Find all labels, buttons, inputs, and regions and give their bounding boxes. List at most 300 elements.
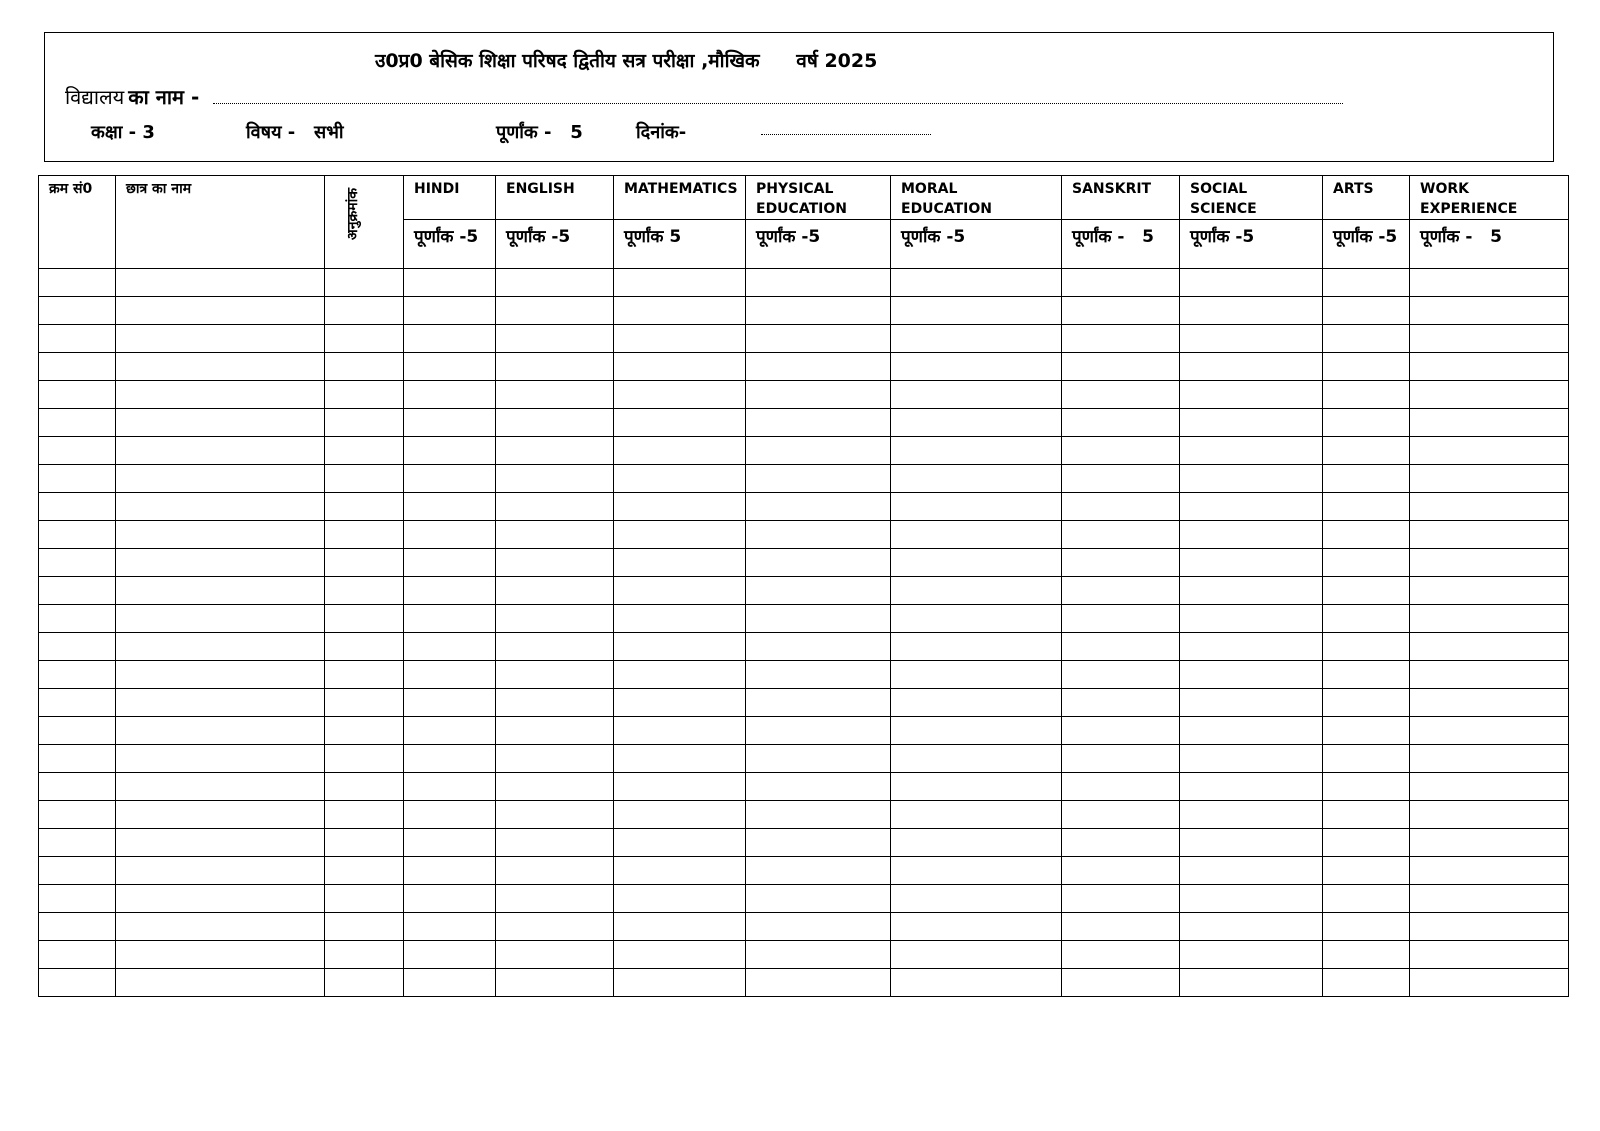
entry-cell[interactable]	[404, 465, 496, 493]
entry-cell[interactable]	[1180, 325, 1323, 353]
entry-cell[interactable]	[39, 913, 116, 941]
entry-cell[interactable]	[1323, 381, 1410, 409]
entry-cell[interactable]	[1180, 493, 1323, 521]
entry-cell[interactable]	[404, 913, 496, 941]
entry-cell[interactable]	[1180, 353, 1323, 381]
entry-cell[interactable]	[614, 829, 746, 857]
entry-cell[interactable]	[1062, 521, 1180, 549]
entry-cell[interactable]	[116, 717, 325, 745]
entry-cell[interactable]	[614, 465, 746, 493]
entry-cell[interactable]	[1410, 689, 1569, 717]
entry-cell[interactable]	[1180, 269, 1323, 297]
entry-cell[interactable]	[496, 801, 614, 829]
entry-cell[interactable]	[496, 885, 614, 913]
entry-cell[interactable]	[496, 969, 614, 997]
entry-cell[interactable]	[891, 969, 1062, 997]
entry-cell[interactable]	[325, 325, 404, 353]
entry-cell[interactable]	[116, 325, 325, 353]
entry-cell[interactable]	[116, 941, 325, 969]
entry-cell[interactable]	[614, 633, 746, 661]
entry-cell[interactable]	[39, 857, 116, 885]
entry-cell[interactable]	[1323, 745, 1410, 773]
date-field[interactable]	[761, 120, 931, 135]
entry-cell[interactable]	[891, 885, 1062, 913]
entry-cell[interactable]	[325, 661, 404, 689]
entry-cell[interactable]	[1062, 269, 1180, 297]
entry-cell[interactable]	[1062, 661, 1180, 689]
entry-cell[interactable]	[1180, 605, 1323, 633]
entry-cell[interactable]	[496, 269, 614, 297]
entry-cell[interactable]	[891, 521, 1062, 549]
entry-cell[interactable]	[1410, 577, 1569, 605]
entry-cell[interactable]	[1180, 829, 1323, 857]
entry-cell[interactable]	[39, 941, 116, 969]
entry-cell[interactable]	[404, 857, 496, 885]
entry-cell[interactable]	[116, 605, 325, 633]
entry-cell[interactable]	[496, 717, 614, 745]
school-name-field[interactable]	[213, 89, 1343, 104]
entry-cell[interactable]	[325, 885, 404, 913]
entry-cell[interactable]	[891, 381, 1062, 409]
entry-cell[interactable]	[325, 689, 404, 717]
entry-cell[interactable]	[1062, 493, 1180, 521]
entry-cell[interactable]	[39, 269, 116, 297]
entry-cell[interactable]	[1410, 269, 1569, 297]
entry-cell[interactable]	[496, 325, 614, 353]
entry-cell[interactable]	[404, 297, 496, 325]
entry-cell[interactable]	[614, 353, 746, 381]
entry-cell[interactable]	[746, 661, 891, 689]
entry-cell[interactable]	[39, 381, 116, 409]
entry-cell[interactable]	[39, 633, 116, 661]
entry-cell[interactable]	[496, 605, 614, 633]
entry-cell[interactable]	[496, 745, 614, 773]
entry-cell[interactable]	[116, 465, 325, 493]
entry-cell[interactable]	[614, 521, 746, 549]
entry-cell[interactable]	[39, 465, 116, 493]
entry-cell[interactable]	[496, 941, 614, 969]
entry-cell[interactable]	[1062, 297, 1180, 325]
entry-cell[interactable]	[614, 885, 746, 913]
entry-cell[interactable]	[746, 577, 891, 605]
entry-cell[interactable]	[404, 577, 496, 605]
entry-cell[interactable]	[116, 297, 325, 325]
entry-cell[interactable]	[1180, 773, 1323, 801]
entry-cell[interactable]	[746, 465, 891, 493]
entry-cell[interactable]	[614, 493, 746, 521]
entry-cell[interactable]	[325, 773, 404, 801]
entry-cell[interactable]	[614, 913, 746, 941]
entry-cell[interactable]	[325, 801, 404, 829]
entry-cell[interactable]	[116, 689, 325, 717]
entry-cell[interactable]	[404, 605, 496, 633]
entry-cell[interactable]	[116, 633, 325, 661]
entry-cell[interactable]	[1410, 633, 1569, 661]
entry-cell[interactable]	[116, 353, 325, 381]
entry-cell[interactable]	[1410, 381, 1569, 409]
entry-cell[interactable]	[1323, 297, 1410, 325]
entry-cell[interactable]	[1410, 493, 1569, 521]
entry-cell[interactable]	[1410, 857, 1569, 885]
entry-cell[interactable]	[1323, 465, 1410, 493]
entry-cell[interactable]	[39, 493, 116, 521]
entry-cell[interactable]	[891, 465, 1062, 493]
entry-cell[interactable]	[404, 381, 496, 409]
entry-cell[interactable]	[496, 493, 614, 521]
entry-cell[interactable]	[746, 941, 891, 969]
entry-cell[interactable]	[1323, 577, 1410, 605]
entry-cell[interactable]	[39, 577, 116, 605]
entry-cell[interactable]	[891, 829, 1062, 857]
entry-cell[interactable]	[746, 521, 891, 549]
entry-cell[interactable]	[891, 269, 1062, 297]
entry-cell[interactable]	[1323, 913, 1410, 941]
entry-cell[interactable]	[746, 409, 891, 437]
entry-cell[interactable]	[496, 633, 614, 661]
entry-cell[interactable]	[1062, 325, 1180, 353]
entry-cell[interactable]	[746, 269, 891, 297]
entry-cell[interactable]	[1323, 689, 1410, 717]
entry-cell[interactable]	[614, 857, 746, 885]
entry-cell[interactable]	[325, 409, 404, 437]
entry-cell[interactable]	[404, 493, 496, 521]
entry-cell[interactable]	[891, 689, 1062, 717]
entry-cell[interactable]	[1062, 969, 1180, 997]
entry-cell[interactable]	[1062, 913, 1180, 941]
entry-cell[interactable]	[404, 269, 496, 297]
entry-cell[interactable]	[325, 717, 404, 745]
entry-cell[interactable]	[404, 829, 496, 857]
entry-cell[interactable]	[614, 941, 746, 969]
entry-cell[interactable]	[116, 745, 325, 773]
entry-cell[interactable]	[614, 605, 746, 633]
entry-cell[interactable]	[1180, 521, 1323, 549]
entry-cell[interactable]	[1180, 689, 1323, 717]
entry-cell[interactable]	[496, 437, 614, 465]
entry-cell[interactable]	[1410, 353, 1569, 381]
entry-cell[interactable]	[614, 549, 746, 577]
entry-cell[interactable]	[1410, 465, 1569, 493]
entry-cell[interactable]	[614, 689, 746, 717]
entry-cell[interactable]	[325, 857, 404, 885]
entry-cell[interactable]	[891, 353, 1062, 381]
entry-cell[interactable]	[1062, 801, 1180, 829]
entry-cell[interactable]	[39, 521, 116, 549]
entry-cell[interactable]	[1323, 605, 1410, 633]
entry-cell[interactable]	[116, 913, 325, 941]
entry-cell[interactable]	[116, 577, 325, 605]
entry-cell[interactable]	[891, 577, 1062, 605]
entry-cell[interactable]	[1062, 941, 1180, 969]
entry-cell[interactable]	[325, 297, 404, 325]
entry-cell[interactable]	[746, 829, 891, 857]
entry-cell[interactable]	[891, 745, 1062, 773]
entry-cell[interactable]	[1062, 829, 1180, 857]
entry-cell[interactable]	[404, 633, 496, 661]
entry-cell[interactable]	[1410, 409, 1569, 437]
entry-cell[interactable]	[116, 493, 325, 521]
entry-cell[interactable]	[496, 773, 614, 801]
entry-cell[interactable]	[1180, 297, 1323, 325]
entry-cell[interactable]	[325, 465, 404, 493]
entry-cell[interactable]	[891, 857, 1062, 885]
entry-cell[interactable]	[1180, 381, 1323, 409]
entry-cell[interactable]	[39, 969, 116, 997]
entry-cell[interactable]	[404, 717, 496, 745]
entry-cell[interactable]	[1410, 941, 1569, 969]
entry-cell[interactable]	[325, 941, 404, 969]
entry-cell[interactable]	[891, 549, 1062, 577]
entry-cell[interactable]	[1062, 381, 1180, 409]
entry-cell[interactable]	[1062, 605, 1180, 633]
entry-cell[interactable]	[1410, 297, 1569, 325]
entry-cell[interactable]	[1410, 829, 1569, 857]
entry-cell[interactable]	[496, 381, 614, 409]
entry-cell[interactable]	[39, 549, 116, 577]
entry-cell[interactable]	[1323, 353, 1410, 381]
entry-cell[interactable]	[1062, 773, 1180, 801]
entry-cell[interactable]	[404, 941, 496, 969]
entry-cell[interactable]	[404, 689, 496, 717]
entry-cell[interactable]	[1062, 549, 1180, 577]
entry-cell[interactable]	[1323, 633, 1410, 661]
entry-cell[interactable]	[1410, 801, 1569, 829]
entry-cell[interactable]	[1323, 549, 1410, 577]
entry-cell[interactable]	[404, 353, 496, 381]
entry-cell[interactable]	[1062, 437, 1180, 465]
entry-cell[interactable]	[116, 773, 325, 801]
entry-cell[interactable]	[746, 913, 891, 941]
entry-cell[interactable]	[116, 969, 325, 997]
entry-cell[interactable]	[746, 297, 891, 325]
entry-cell[interactable]	[116, 521, 325, 549]
entry-cell[interactable]	[404, 409, 496, 437]
entry-cell[interactable]	[325, 549, 404, 577]
entry-cell[interactable]	[1062, 353, 1180, 381]
entry-cell[interactable]	[614, 745, 746, 773]
entry-cell[interactable]	[39, 409, 116, 437]
entry-cell[interactable]	[496, 577, 614, 605]
entry-cell[interactable]	[1323, 773, 1410, 801]
entry-cell[interactable]	[1323, 325, 1410, 353]
entry-cell[interactable]	[116, 381, 325, 409]
entry-cell[interactable]	[1180, 577, 1323, 605]
entry-cell[interactable]	[116, 857, 325, 885]
entry-cell[interactable]	[746, 353, 891, 381]
entry-cell[interactable]	[325, 577, 404, 605]
entry-cell[interactable]	[1323, 857, 1410, 885]
entry-cell[interactable]	[746, 605, 891, 633]
entry-cell[interactable]	[614, 969, 746, 997]
entry-cell[interactable]	[891, 941, 1062, 969]
entry-cell[interactable]	[39, 885, 116, 913]
entry-cell[interactable]	[746, 633, 891, 661]
entry-cell[interactable]	[614, 409, 746, 437]
entry-cell[interactable]	[1410, 605, 1569, 633]
entry-cell[interactable]	[891, 493, 1062, 521]
entry-cell[interactable]	[746, 773, 891, 801]
entry-cell[interactable]	[891, 437, 1062, 465]
entry-cell[interactable]	[325, 745, 404, 773]
entry-cell[interactable]	[891, 325, 1062, 353]
entry-cell[interactable]	[891, 605, 1062, 633]
entry-cell[interactable]	[1323, 801, 1410, 829]
entry-cell[interactable]	[1062, 465, 1180, 493]
entry-cell[interactable]	[1180, 801, 1323, 829]
entry-cell[interactable]	[1062, 633, 1180, 661]
entry-cell[interactable]	[1410, 969, 1569, 997]
entry-cell[interactable]	[891, 297, 1062, 325]
entry-cell[interactable]	[1180, 717, 1323, 745]
entry-cell[interactable]	[404, 801, 496, 829]
entry-cell[interactable]	[325, 353, 404, 381]
entry-cell[interactable]	[614, 437, 746, 465]
entry-cell[interactable]	[1410, 913, 1569, 941]
entry-cell[interactable]	[746, 885, 891, 913]
entry-cell[interactable]	[496, 297, 614, 325]
entry-cell[interactable]	[746, 717, 891, 745]
entry-cell[interactable]	[39, 661, 116, 689]
entry-cell[interactable]	[746, 745, 891, 773]
entry-cell[interactable]	[1323, 521, 1410, 549]
entry-cell[interactable]	[1323, 409, 1410, 437]
entry-cell[interactable]	[404, 521, 496, 549]
entry-cell[interactable]	[116, 829, 325, 857]
entry-cell[interactable]	[1410, 437, 1569, 465]
entry-cell[interactable]	[1410, 773, 1569, 801]
entry-cell[interactable]	[116, 801, 325, 829]
entry-cell[interactable]	[746, 493, 891, 521]
entry-cell[interactable]	[116, 885, 325, 913]
entry-cell[interactable]	[1180, 465, 1323, 493]
entry-cell[interactable]	[891, 913, 1062, 941]
entry-cell[interactable]	[1410, 717, 1569, 745]
entry-cell[interactable]	[1180, 969, 1323, 997]
entry-cell[interactable]	[1180, 661, 1323, 689]
entry-cell[interactable]	[39, 829, 116, 857]
entry-cell[interactable]	[496, 465, 614, 493]
entry-cell[interactable]	[1323, 885, 1410, 913]
entry-cell[interactable]	[496, 689, 614, 717]
entry-cell[interactable]	[39, 605, 116, 633]
entry-cell[interactable]	[1180, 745, 1323, 773]
entry-cell[interactable]	[746, 549, 891, 577]
entry-cell[interactable]	[325, 437, 404, 465]
entry-cell[interactable]	[404, 773, 496, 801]
entry-cell[interactable]	[1180, 885, 1323, 913]
entry-cell[interactable]	[39, 801, 116, 829]
entry-cell[interactable]	[1410, 745, 1569, 773]
entry-cell[interactable]	[404, 745, 496, 773]
entry-cell[interactable]	[325, 381, 404, 409]
entry-cell[interactable]	[1410, 549, 1569, 577]
entry-cell[interactable]	[1410, 521, 1569, 549]
entry-cell[interactable]	[496, 913, 614, 941]
entry-cell[interactable]	[1062, 745, 1180, 773]
entry-cell[interactable]	[496, 661, 614, 689]
entry-cell[interactable]	[325, 829, 404, 857]
entry-cell[interactable]	[325, 913, 404, 941]
entry-cell[interactable]	[325, 269, 404, 297]
entry-cell[interactable]	[1180, 913, 1323, 941]
entry-cell[interactable]	[746, 801, 891, 829]
entry-cell[interactable]	[891, 661, 1062, 689]
entry-cell[interactable]	[116, 409, 325, 437]
entry-cell[interactable]	[1410, 661, 1569, 689]
entry-cell[interactable]	[116, 269, 325, 297]
entry-cell[interactable]	[1323, 269, 1410, 297]
entry-cell[interactable]	[891, 801, 1062, 829]
entry-cell[interactable]	[1062, 577, 1180, 605]
entry-cell[interactable]	[1062, 409, 1180, 437]
entry-cell[interactable]	[325, 633, 404, 661]
entry-cell[interactable]	[891, 409, 1062, 437]
entry-cell[interactable]	[39, 773, 116, 801]
entry-cell[interactable]	[496, 353, 614, 381]
entry-cell[interactable]	[614, 297, 746, 325]
entry-cell[interactable]	[116, 437, 325, 465]
entry-cell[interactable]	[496, 409, 614, 437]
entry-cell[interactable]	[1180, 409, 1323, 437]
entry-cell[interactable]	[39, 437, 116, 465]
entry-cell[interactable]	[1180, 549, 1323, 577]
entry-cell[interactable]	[614, 661, 746, 689]
entry-cell[interactable]	[1062, 689, 1180, 717]
entry-cell[interactable]	[891, 717, 1062, 745]
entry-cell[interactable]	[1323, 661, 1410, 689]
entry-cell[interactable]	[39, 297, 116, 325]
entry-cell[interactable]	[614, 717, 746, 745]
entry-cell[interactable]	[404, 325, 496, 353]
entry-cell[interactable]	[746, 969, 891, 997]
entry-cell[interactable]	[1323, 829, 1410, 857]
entry-cell[interactable]	[496, 829, 614, 857]
entry-cell[interactable]	[1062, 717, 1180, 745]
entry-cell[interactable]	[39, 689, 116, 717]
entry-cell[interactable]	[891, 633, 1062, 661]
entry-cell[interactable]	[1323, 941, 1410, 969]
entry-cell[interactable]	[746, 857, 891, 885]
entry-cell[interactable]	[404, 885, 496, 913]
entry-cell[interactable]	[116, 549, 325, 577]
entry-cell[interactable]	[1410, 885, 1569, 913]
entry-cell[interactable]	[614, 801, 746, 829]
entry-cell[interactable]	[496, 549, 614, 577]
entry-cell[interactable]	[746, 437, 891, 465]
entry-cell[interactable]	[1323, 493, 1410, 521]
entry-cell[interactable]	[496, 857, 614, 885]
entry-cell[interactable]	[1180, 437, 1323, 465]
entry-cell[interactable]	[39, 353, 116, 381]
entry-cell[interactable]	[1410, 325, 1569, 353]
entry-cell[interactable]	[325, 521, 404, 549]
entry-cell[interactable]	[614, 325, 746, 353]
entry-cell[interactable]	[1062, 885, 1180, 913]
entry-cell[interactable]	[746, 381, 891, 409]
entry-cell[interactable]	[404, 661, 496, 689]
entry-cell[interactable]	[496, 521, 614, 549]
entry-cell[interactable]	[39, 745, 116, 773]
entry-cell[interactable]	[1180, 941, 1323, 969]
entry-cell[interactable]	[404, 549, 496, 577]
entry-cell[interactable]	[746, 689, 891, 717]
entry-cell[interactable]	[1323, 437, 1410, 465]
entry-cell[interactable]	[325, 493, 404, 521]
entry-cell[interactable]	[614, 577, 746, 605]
entry-cell[interactable]	[404, 437, 496, 465]
entry-cell[interactable]	[614, 269, 746, 297]
entry-cell[interactable]	[325, 605, 404, 633]
